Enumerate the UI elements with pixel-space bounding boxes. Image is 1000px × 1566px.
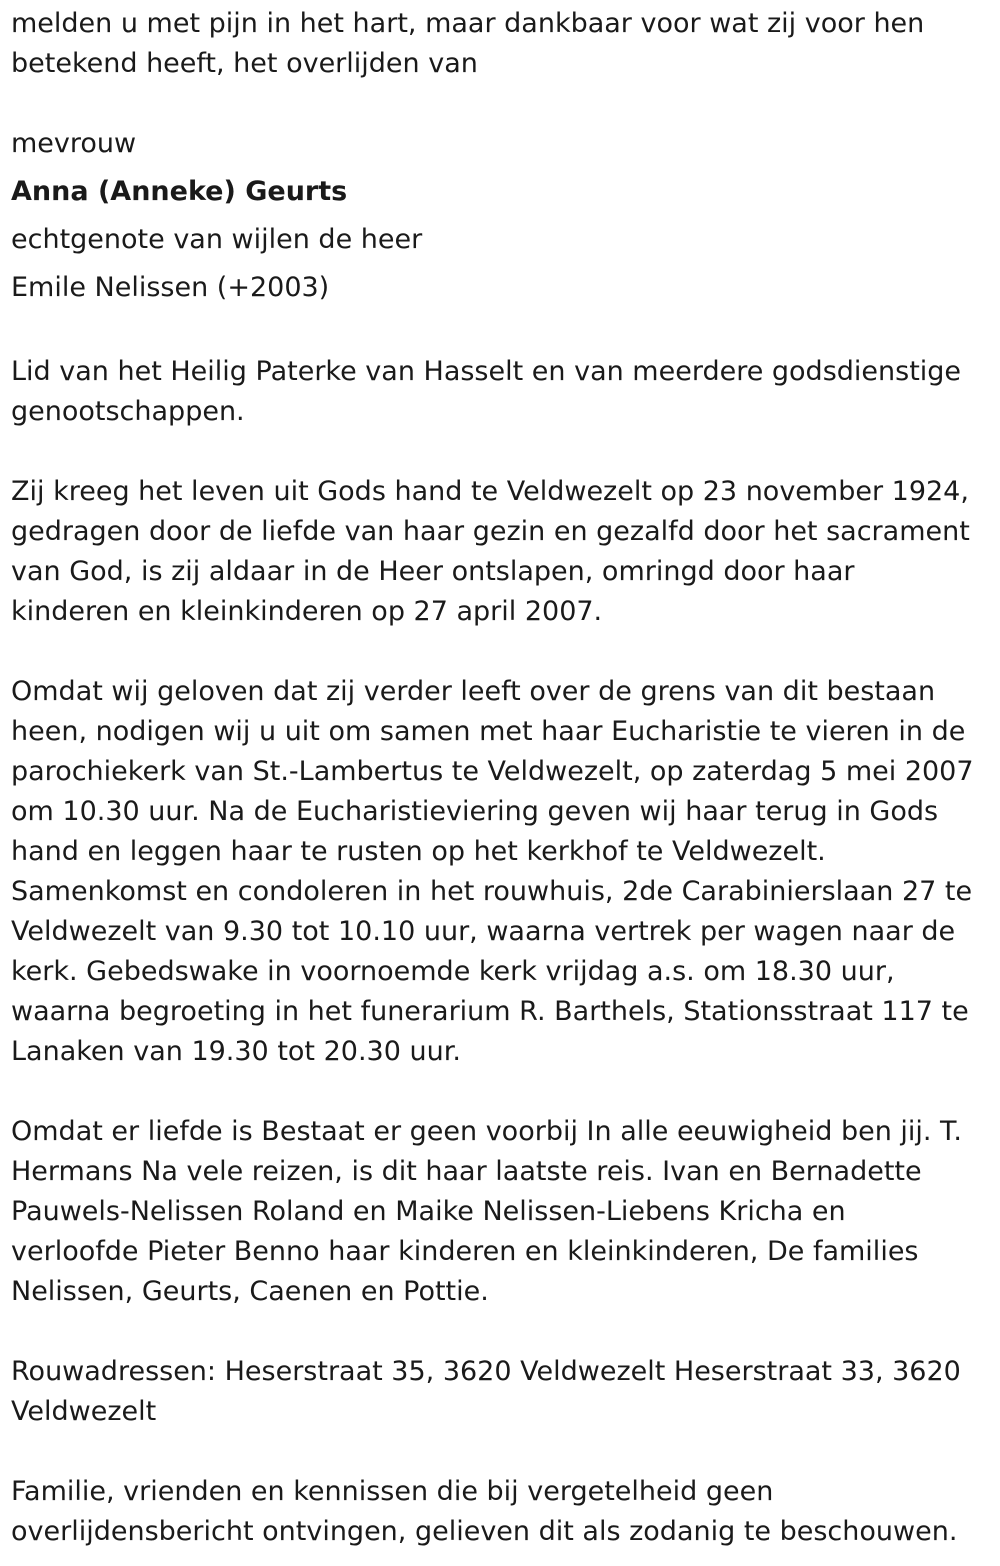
spacer: [11, 632, 980, 672]
spacer: [11, 84, 980, 124]
addresses-paragraph: Rouwadressen: Heserstraat 35, 3620 Veldwezelt Heserstraat 33, 3620 Veldwezelt: [11, 1356, 961, 1427]
ceremony-paragraph: Omdat wij geloven dat zij verder leeft over de grens van dit bestaan heen, nodigen wij u uit om samen met haar Eucharistie te vieren in de parochiekerk van St.-Lambertus te Veldwezelt, op zaterdag 5 mei 2007 om 10.30 uur. Na de Eucharistieviering geven wij haar terug in Gods hand en leggen haar te rusten op het kerkhof te Veldwezelt. Samenkomst en condoleren in het rouwhuis, 2de Carabinierslaan 27 te Veldwezelt van 9.30 tot 10.10 uur, waarna vertrek per wagen naar de kerk. Gebedswake in voornoemde kerk vrijdag a.s. om 18.30 uur, waarna begroeting in het funerarium R. Barthels, Stationsstraat 117 te Lanaken van 19.30 tot 20.30 uur.: [11, 676, 974, 1067]
spacer: [11, 432, 980, 472]
closing-paragraph: Familie, vrienden en kennissen die bij vergetelheid geen overlijdensbericht ontvingen, gelieven dit als zodanig te beschouwen.: [11, 1476, 958, 1547]
spacer: [11, 312, 980, 352]
spacer: [11, 1432, 980, 1472]
spacer: [11, 1312, 980, 1352]
spacer: [11, 1072, 980, 1112]
intro-paragraph: melden u met pijn in het hart, maar dankbaar voor wat zij voor hen betekend heeft, het overlijden van: [11, 8, 925, 79]
family-paragraph: Omdat er liefde is Bestaat er geen voorbij In alle eeuwigheid ben jij. T. Hermans Na vele reizen, is dit haar laatste reis. Ivan en Bernadette Pauwels-Nelissen Roland en Maike Nelissen-Liebens Kricha en verloofde Pieter Benno haar kinderen en kleinkinderen, De families Nelissen, Geurts, Caenen en Pottie.: [11, 1116, 962, 1307]
spouse-line: echtgenote van wijlen de heer: [11, 224, 423, 255]
life-paragraph: Zij kreeg het leven uit Gods hand te Veldwezelt op 23 november 1924, gedragen door de liefde van haar gezin en gezalfd door het sacrament van God, is zij aldaar in de Heer ontslapen, omringd door haar kinderen en kleinkinderen op 27 april 2007.: [11, 476, 970, 627]
deceased-block: [11, 120, 980, 312]
deceased-name: Anna (Anneke) Geurts: [11, 176, 348, 207]
spouse-name: Emile Nelissen (+2003): [11, 272, 330, 303]
membership-paragraph: Lid van het Heilig Paterke van Hasselt en van meerdere godsdienstige genootschappen.: [11, 356, 962, 427]
title-prefix: mevrouw: [11, 128, 137, 159]
